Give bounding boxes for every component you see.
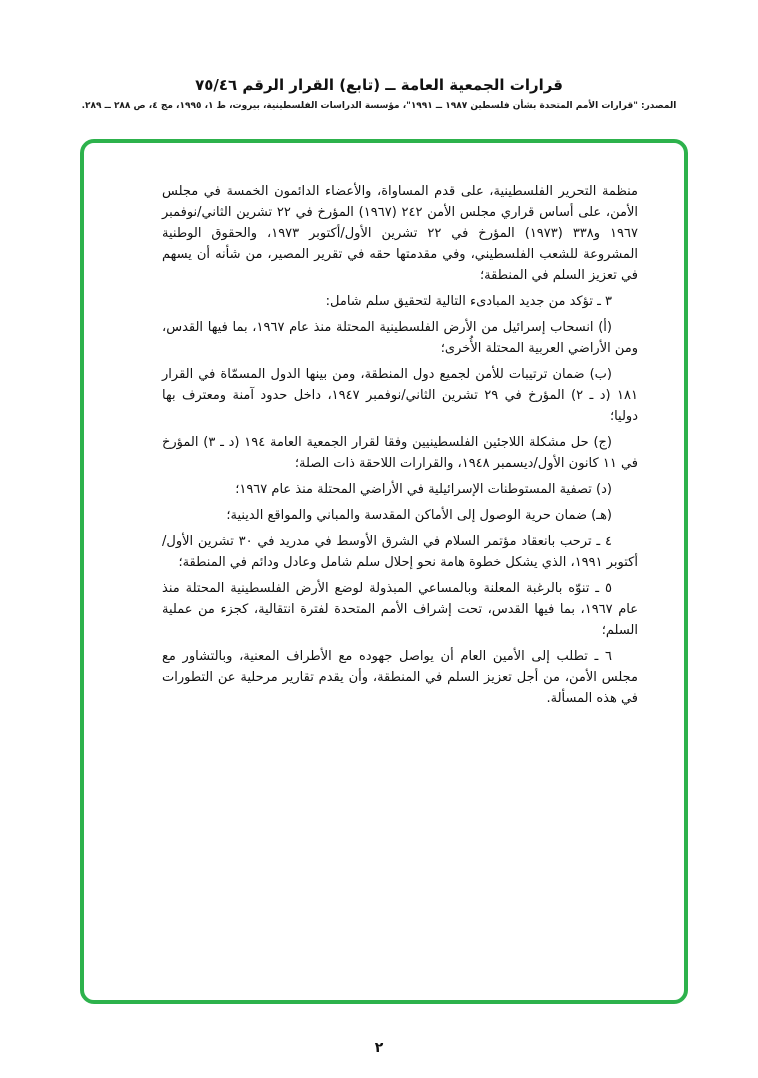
paragraph-subitem-j: (ج) حل مشكلة اللاجئين الفلسطينيين وفقا لقرار الجمعية العامة ١٩٤ (د ـ ٣) المؤرخ في ١١ كانون الأول/ديسمبر ١٩٤٨، والقرارات اللاحقة ذات الصلة؛	[162, 435, 638, 471]
paragraph-subitem-h: (هـ) ضمان حرية الوصول إلى الأماكن المقدسة والمباني والمواقع الدينية؛	[226, 508, 612, 523]
paragraph-subitem-d: (د) تصفية المستوطنات الإسرائيلية في الأراضي المحتلة منذ عام ١٩٦٧؛	[235, 482, 612, 497]
page-title: قرارات الجمعية العامة ــ (تابع) القرار الرقم ٧٥/٤٦	[195, 76, 563, 94]
page-number: ٢	[374, 1040, 384, 1056]
source-citation: المصدر: "قرارات الأمم المتحدة بشأن فلسطين ١٩٨٧ ــ ١٩٩١"، مؤسسة الدراسات الفلسطينية، بيروت، ط ١، ١٩٩٥، مج ٤، ص ٢٨٨ ــ ٢٨٩.	[81, 101, 677, 111]
content-frame	[80, 139, 688, 1004]
paragraph-continuation: منظمة التحرير الفلسطينية، على قدم المساواة، والأعضاء الدائمون الخمسة في مجلس الأمن، على أساس قراري مجلس الأمن ٢٤٢ (١٩٦٧) المؤرخ في ٢٢ تشرين الثاني/نوفمبر ١٩٦٧ و٣٣٨ (١٩٧٣) المؤرخ في ٢٢ تشرين الأول/أكتوبر ١٩٧٣، والحقوق الوطنية المشروعة للشعب الفلسطيني، وفي مقدمتها حقه في تقرير المصير، من شأنه أن يسهم في تعزيز السلم في المنطقة؛	[162, 184, 638, 283]
paragraph-item-5: ٥ ـ تنوّه بالرغبة المعلنة وبالمساعي المبذولة لوضع الأرض الفلسطينية المحتلة منذ عام ١٩٦٧، بما فيها القدس، تحت إشراف الأمم المتحدة لفترة انتقالية، كجزء من عملية السلم؛	[162, 581, 638, 638]
paragraph-item-3: ٣ ـ تؤكد من جديد المبادىء التالية لتحقيق سلم شامل:	[325, 294, 612, 309]
paragraph-subitem-b: (ب) ضمان ترتيبات للأمن لجميع دول المنطقة، ومن بينها الدول المسمّاة في القرار ١٨١ (د ـ ٢) المؤرخ في ٢٩ تشرين الثاني/نوفمبر ١٩٤٧، داخل حدود آمنة ومعترف بها دوليا؛	[162, 367, 638, 424]
paragraph-subitem-a: (أ) انسحاب إسرائيل من الأرض الفلسطينية المحتلة منذ عام ١٩٦٧، بما فيها القدس، ومن الأراضي العربية المحتلة الأُخرى؛	[162, 320, 638, 356]
paragraph-item-4: ٤ ـ ترحب بانعقاد مؤتمر السلام في الشرق الأوسط في مدريد في ٣٠ تشرين الأول/أكتوبر ١٩٩١، الذي يشكل خطوة هامة نحو إحلال سلم شامل وعادل ودائم في المنطقة؛	[162, 534, 638, 570]
resolution-text	[162, 181, 638, 714]
paragraph-item-6: ٦ ـ تطلب إلى الأمين العام أن يواصل جهوده مع الأطراف المعنية، وبالتشاور مع مجلس الأمن، من أجل تعزيز السلم في المنطقة، وأن يقدم تقارير مرحلية عن التطورات في هذه المسألة.	[162, 649, 638, 706]
